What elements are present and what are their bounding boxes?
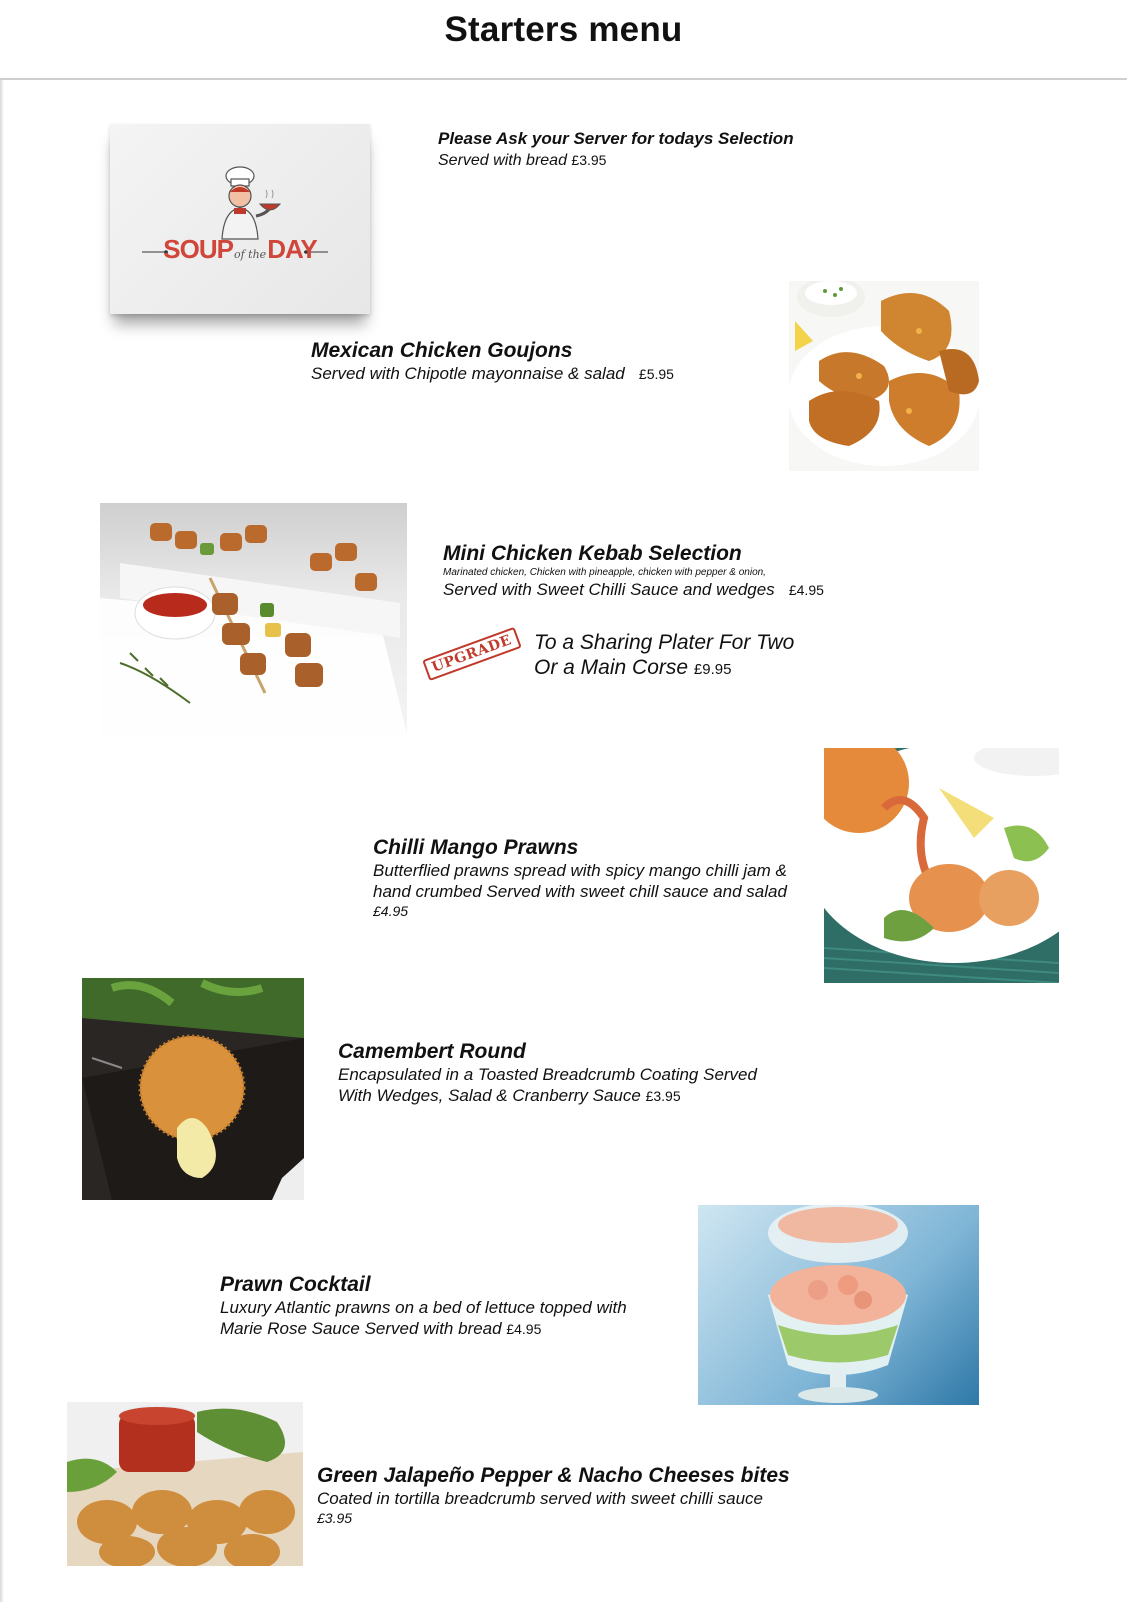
menu-item-jalapeno — [317, 1463, 790, 1527]
goujons-price: £5.95 — [638, 366, 674, 382]
page-left-edge — [0, 80, 4, 1602]
chicken-kebab-photo — [100, 503, 407, 734]
camembert-price: £3.95 — [645, 1088, 681, 1104]
upgrade-line2: Or a Main Corse £9.95 — [534, 656, 732, 679]
goujons-desc: Served with Chipotle mayonnaise & salad £5.95 — [311, 364, 674, 383]
page-title: Starters menu — [444, 10, 683, 49]
soup-logo-text: SOUPof theDAY — [163, 234, 317, 264]
camembert-title: Camembert Round — [338, 1040, 526, 1063]
prawns-price: £4.95 — [373, 903, 409, 919]
upgrade-price: £9.95 — [693, 661, 732, 678]
menu-item-kebab — [443, 541, 824, 601]
soup-of-the-day-logo — [110, 124, 370, 314]
cocktail-desc-line2: Marie Rose Sauce Served with bread £4.95 — [220, 1319, 542, 1338]
cocktail-price: £4.95 — [506, 1321, 542, 1337]
chicken-goujons-photo — [789, 281, 979, 471]
camembert-desc-line1: Encapsulated in a Toasted Breadcrumb Coating Served — [338, 1065, 757, 1084]
kebab-note: Marinated chicken, Chicken with pineapple, chicken with pepper & onion, — [443, 567, 766, 578]
menu-item-goujons — [311, 338, 674, 385]
header-bar — [0, 0, 1127, 80]
menu-item-prawns — [373, 835, 787, 920]
upgrade-offer — [534, 630, 794, 682]
prawns-title: Chilli Mango Prawns — [373, 836, 579, 859]
prawn-cocktail-photo — [698, 1205, 979, 1405]
soup-title: Please Ask your Server for todays Selection — [438, 129, 794, 148]
kebab-title: Mini Chicken Kebab Selection — [443, 542, 742, 565]
chef-icon — [110, 124, 370, 314]
soup-price: £3.95 — [571, 152, 607, 168]
chilli-mango-prawns-photo — [824, 748, 1059, 983]
menu-item-camembert — [338, 1039, 757, 1107]
upgrade-stamp: UPGRADE — [422, 627, 521, 681]
prawns-desc-line2: hand crumbed Served with sweet chill sauce and salad — [373, 882, 787, 901]
camembert-desc-line2: With Wedges, Salad & Cranberry Sauce £3.95 — [338, 1086, 681, 1105]
jalapeno-desc: Coated in tortilla breadcrumb served with sweet chilli sauce — [317, 1489, 763, 1508]
menu-item-soup — [438, 128, 794, 171]
kebab-desc: Served with Sweet Chilli Sauce and wedges £4.95 — [443, 580, 824, 599]
soup-desc: Served with bread £3.95 — [438, 152, 607, 169]
menu-item-prawn-cocktail — [220, 1272, 627, 1340]
camembert-photo — [82, 978, 304, 1200]
cocktail-desc-line1: Luxury Atlantic prawns on a bed of lettuce topped with — [220, 1298, 627, 1317]
jalapeno-price: £3.95 — [317, 1510, 353, 1526]
upgrade-line1: To a Sharing Plater For Two — [534, 631, 795, 654]
kebab-price: £4.95 — [788, 582, 824, 598]
jalapeno-title: Green Jalapeño Pepper & Nacho Cheeses bites — [317, 1464, 790, 1487]
cocktail-title: Prawn Cocktail — [220, 1273, 371, 1296]
jalapeno-bites-photo — [67, 1402, 303, 1566]
goujons-title: Mexican Chicken Goujons — [311, 339, 573, 362]
prawns-desc-line1: Butterflied prawns spread with spicy mango chilli jam & — [373, 861, 787, 880]
